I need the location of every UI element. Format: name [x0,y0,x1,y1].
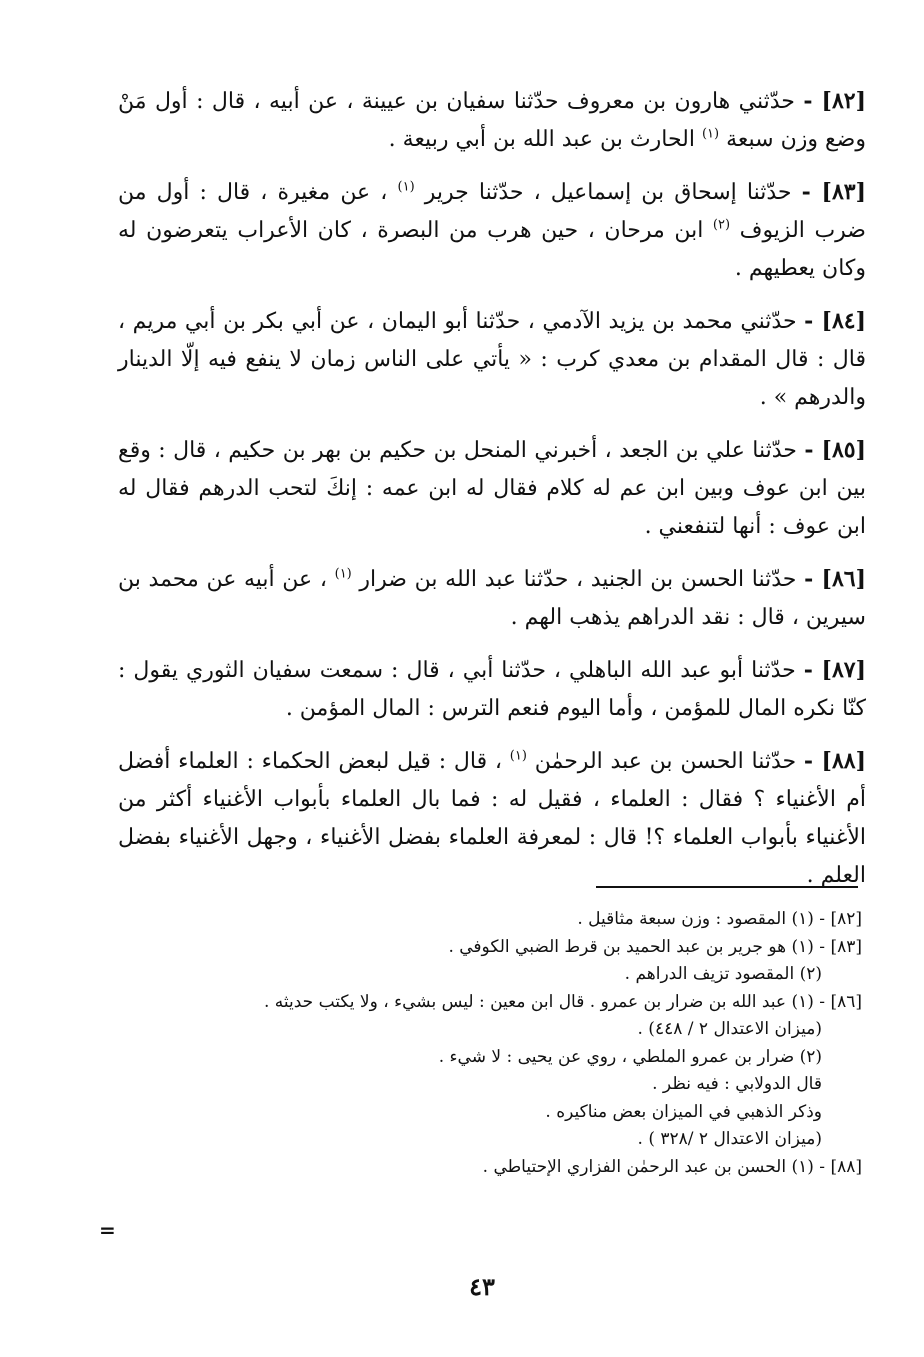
entry-text: ، عن أبيه عن محمد بن سيرين ، قال : نقد الدراهم يذهب الهم . [118,567,866,630]
footnote-ref: (١) [334,566,352,582]
entry-text: الحارث بن عبد الله بن أبي ربيعة . [388,127,702,152]
footnote-line: [٨٣] - (١) هو جرير بن عبد الحميد بن قرط الضبي الكوفي . [448,936,862,957]
footnote-line: (٢) المقصود تزيف الدراهم . [624,964,822,984]
entry-82 [118,82,866,159]
entry-number: [٨٧] - [803,657,867,683]
footnote-line: قال الدولابي : فيه نظر . [652,1074,822,1094]
entry-85 [118,431,866,546]
footnotes [150,906,862,1181]
footnote-ref: (١) [397,179,415,195]
entry-84 [118,302,866,417]
footnote-line: [٨٦] - (١) عبد الله بن ضرار بن عمرو . قال ابن معين : ليس بشيء ، ولا يكتب حديثه . [263,991,862,1012]
entry-text: حدّثنا الحسن بن عبد الرحمٰن [526,749,804,774]
footnote-ref: (١) [701,126,720,142]
entry-88 [118,742,866,895]
continuation-mark: = [99,1218,116,1242]
entry-number: [٨٤] - [804,308,866,334]
entry-text: حدّثني هارون بن معروف حدّثنا سفيان بن عيينة ، عن أبيه ، قال : أول مَنْ وضع وزن سبعة [118,89,866,152]
entry-number: [٨٣] - [801,179,867,205]
main-text [118,82,866,909]
entry-text: ، قال : قيل لبعض الحكماء : العلماء أفضل أم الأغنياء ؟ فقال : العلماء ، فقيل له : فما بال العلماء بأبواب الأغنياء أكثر من الأغنياء بأبواب العلماء ؟! قال : لمعرفة العلماء بفضل الأغنياء ، وجهل الأغنياء بفضل العلم . [118,749,866,888]
footnote-divider [596,886,858,888]
footnote-line: (٢) ضرار بن عمرو الملطي ، روي عن يحيى : لا شيء . [438,1046,822,1067]
footnote-ref: (٢) [712,217,731,233]
entry-83 [118,173,866,288]
entry-86 [118,560,866,637]
entry-text: حدّثنا أبو عبد الله الباهلي ، حدّثنا أبي ، قال : سمعت سفيان الثوري يقول : كنّا نكره المال للمؤمن ، وأما اليوم فنعم الترس : المال المؤمن . [118,658,866,721]
entry-number: [٨٨] - [803,748,866,774]
entry-text: ابن مرحان ، حين هرب من البصرة ، كان الأعراب يتعرضون له وكان يعطيهم . [118,218,866,281]
entry-number: [٨٢] - [803,88,866,114]
entry-text: حدّثنا الحسن بن الجنيد ، حدّثنا عبد الله بن ضرار [351,567,805,592]
page-number: ٤٣ [469,1272,495,1301]
entry-text: حدّثنا إسحاق بن إسماعيل ، حدّثنا جرير [414,180,802,205]
footnote-ref: (١) [509,748,527,764]
footnote-line: (ميزان الاعتدال ٢ / ٤٤٨) . [637,1019,822,1039]
footnote-line: وذكر الذهبي في الميزان بعض مناكيره . [545,1101,822,1122]
entry-number: [٨٥] - [804,437,867,463]
entry-number: [٨٦] - [804,566,867,592]
entry-text: حدّثني محمد بن يزيد الآدمي ، حدّثنا أبو اليمان ، عن أبي بكر بن أبي مريم ، قال : قال المقدام بن معدي كرب : « يأتي على الناس زمان لا ينفع فيه إلّا الدينار والدرهم » . [118,309,866,410]
footnote-line: [٨٨] - (١) الحسن بن عبد الرحمٰن الفزاري الإحتياطي . [482,1156,862,1177]
entry-text: حدّثنا علي بن الجعد ، أخبرني المنحل بن حكيم بن بهر بن حكيم ، قال : وقع بين ابن عوف وبين ابن عم له كلام فقال له ابن عمه : إنكَ لتحب الدرهم فقال له ابن عوف : أنها لتنفعني . [118,438,866,539]
footnote-line: [٨٢] - (١) المقصود : وزن سبعة مثاقيل . [577,909,862,929]
entry-text: ، عن مغيرة ، قال : أول من ضرب الزيوف [118,180,866,243]
footnote-line: (ميزان الاعتدال ٢ /٣٢٨ ) . [637,1129,822,1149]
entry-87 [118,651,866,728]
